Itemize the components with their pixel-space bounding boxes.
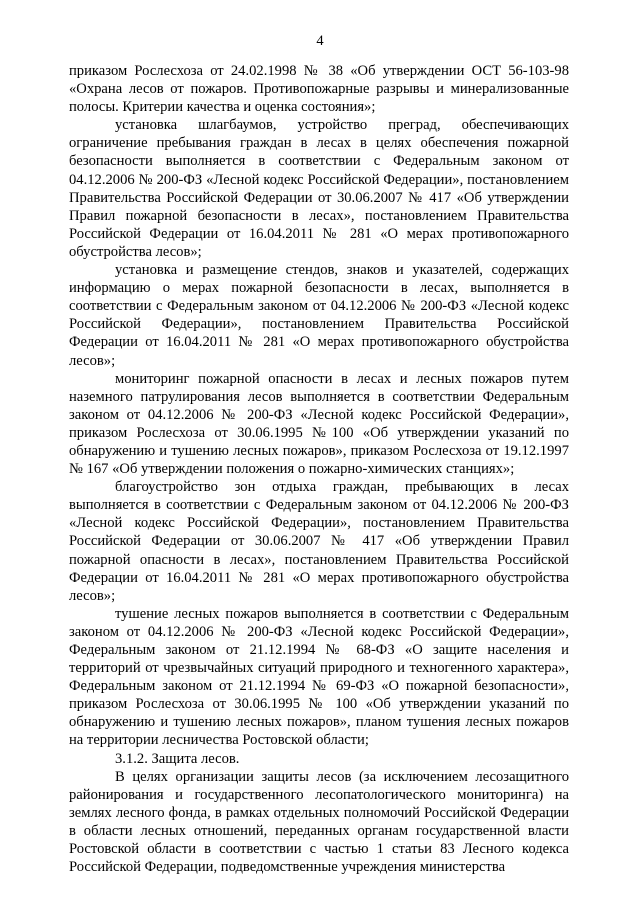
paragraph-forest-protection: В целях организации защиты лесов (за исключением лесозащитного районирования и государственного лесопатологического мониторинга) на землях лесного фонда, в рамках отдельных полномочий Российской Федерации в области лесных отношений, переданных органам государственной власти Ростовской области в соответствии с частью 1 статьи 83 Лесного кодекса Российской Федерации, подведомственные учреждения министерства (69, 768, 569, 876)
paragraph-barriers: установка шлагбаумов, устройство преград, обеспечивающих ограничение пребывания граждан в лесах в целях обеспечения пожарной безопасности выполняется в соответствии с Федеральным законом от 04.12.2006 № 200-ФЗ «Лесной кодекс Российской Федерации», постановлением Правительства Российской Федерации от 30.06.2007 № 417 «Об утверждении Правил пожарной безопасности в лесах», постановлением Правительства Российской Федерации от 16.04.2011 № 281 «О мерах противопожарного обустройства лесов»; (69, 117, 569, 260)
document-body (69, 62, 569, 876)
paragraph-recreation-zones: благоустройство зон отдыха граждан, пребывающих в лесах выполняется в соответствии с Федеральным законом от 04.12.2006 № 200-ФЗ «Лесной кодекс Российской Федерации», постановлением Правительства Российской Федерации от 30.06.2007 № 417 «Об утверждении Правил пожарной опасности в лесах», постановлением Правительства Российской Федерации от 16.04.2011 № 281 «О мерах противопожарного обустройства лесов»; (69, 479, 569, 604)
page-number: 4 (316, 33, 324, 49)
paragraph-fire-monitoring: мониторинг пожарной опасности в лесах и лесных пожаров путем наземного патрулирования лесов выполняется в соответствии Федеральным законом от 04.12.2006 № 200-ФЗ «Лесной кодекс Российской Федерации», приказом Рослесхоза от 30.06.1995 №100 «Об утверждении указаний по обнаружению и тушению лесных пожаров», приказом Рослесхоза от 19.12.1997 № 167 «Об утверждении положения о пожарно-химических станциях»; (69, 370, 569, 478)
paragraph-firefighting: тушение лесных пожаров выполняется в соответствии с Федеральным законом от 04.12.2006 № 200-ФЗ «Лесной кодекс Российской Федерации», Федеральным законом от 21.12.1994 № 68-ФЗ «О защите населения и территорий от чрезвычайных ситуаций природного и техногенного характера», Федеральным законом от 21.12.1994 № 69-ФЗ «О пожарной безопасности», приказом Рослесхоза от 30.06.1995 № 100 «Об утверждении указаний по обнаружению и тушению лесных пожаров», планом тушения лесных пожаров на территории лесничества Ростовской области; (69, 605, 569, 749)
section-heading-forest-protection: 3.1.2. Защита лесов. (115, 750, 240, 767)
paragraph-order-ost: приказом Рослесхоза от 24.02.1998 № 38 «Об утверждении ОСТ 56-103-98 «Охрана лесов от пожаров. Противопожарные разрывы и минерализованные полосы. Критерии качества и оценка состояния»; (69, 63, 569, 116)
paragraph-stands-signs: установка и размещение стендов, знаков и указателей, содержащих информацию о мерах пожарной безопасности в лесах, выполняется в соответствии с Федеральным законом от 04.12.2006 № 200-ФЗ «Лесной кодекс Российской Федерации», постановлением Правительства Российской Федерации от 16.04.2011 № 281 «О мерах противопожарного обустройства лесов»; (69, 262, 569, 369)
